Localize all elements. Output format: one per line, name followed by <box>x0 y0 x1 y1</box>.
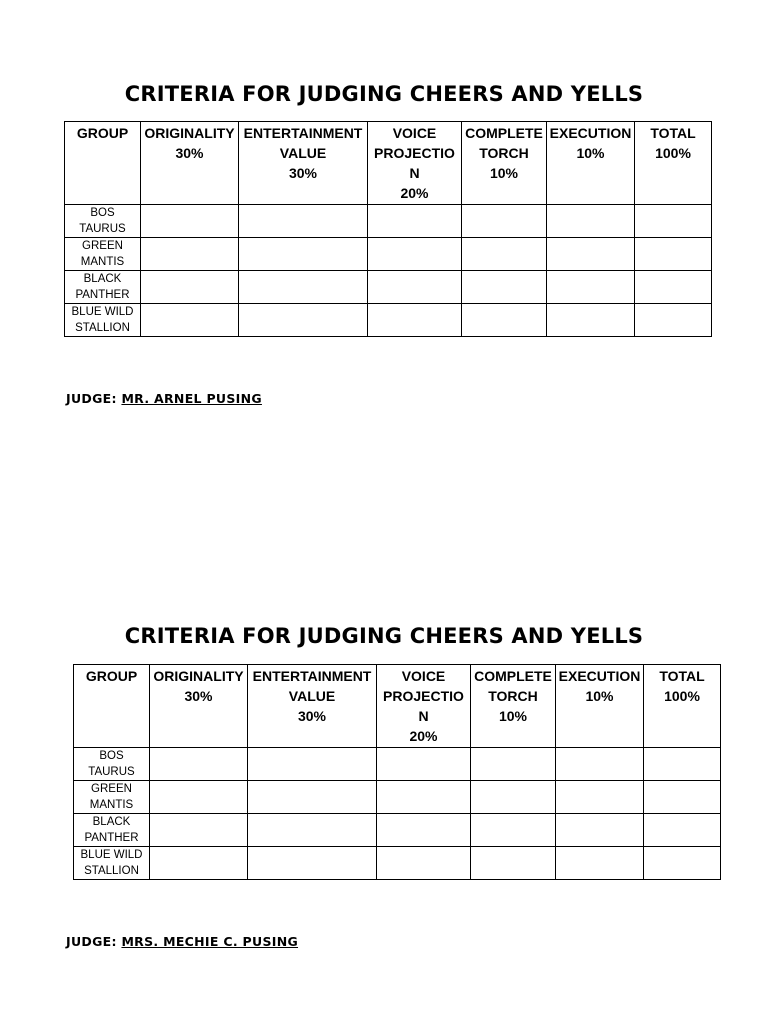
score-cell-total <box>635 205 712 238</box>
score-cell-entertainment-value <box>248 781 377 814</box>
score-cell-voice-projection <box>377 847 471 880</box>
score-cell-originality <box>141 304 239 337</box>
score-cell-entertainment-value <box>239 205 368 238</box>
score-cell-total <box>644 748 721 781</box>
score-cell-originality <box>141 238 239 271</box>
score-cell-execution <box>547 238 635 271</box>
score-cell-originality <box>150 814 248 847</box>
score-cell-entertainment-value <box>239 304 368 337</box>
score-cell-execution <box>556 781 644 814</box>
judge-name: MRS. MECHIE C. PUSING <box>121 934 299 949</box>
table-row <box>65 304 712 337</box>
score-cell-complete-torch <box>462 205 547 238</box>
judge-label: JUDGE: <box>66 934 117 949</box>
score-cell-entertainment-value <box>248 814 377 847</box>
score-cell-originality <box>141 271 239 304</box>
table-header-row <box>65 122 712 205</box>
group-name-cell: BLACK PANTHER <box>74 814 150 847</box>
score-cell-execution <box>547 304 635 337</box>
score-cell-execution <box>547 271 635 304</box>
column-header-execution: EXECUTION 10% <box>556 665 644 748</box>
table-row <box>65 271 712 304</box>
sheet-2-criteria-table <box>73 664 721 880</box>
column-header-voice-projection: VOICE PROJECTIO N 20% <box>377 665 471 748</box>
column-header-originality: ORIGINALITY 30% <box>150 665 248 748</box>
score-cell-entertainment-value <box>248 748 377 781</box>
score-cell-execution <box>556 748 644 781</box>
score-cell-complete-torch <box>462 271 547 304</box>
table-row <box>65 205 712 238</box>
table-header-row <box>74 665 721 748</box>
judge-name: MR. ARNEL PUSING <box>121 391 262 406</box>
column-header-execution: EXECUTION 10% <box>547 122 635 205</box>
column-header-group: GROUP <box>65 122 141 205</box>
column-header-entertainment-value: ENTERTAINMENT VALUE 30% <box>248 665 377 748</box>
group-name-cell: BLUE WILD STALLION <box>74 847 150 880</box>
group-name-cell: GREEN MANTIS <box>65 238 141 271</box>
score-cell-entertainment-value <box>248 847 377 880</box>
table-row <box>74 748 721 781</box>
score-cell-originality <box>150 847 248 880</box>
score-cell-execution <box>556 814 644 847</box>
score-cell-total <box>644 814 721 847</box>
score-cell-voice-projection <box>377 781 471 814</box>
score-cell-voice-projection <box>377 748 471 781</box>
group-name-cell: BLACK PANTHER <box>65 271 141 304</box>
group-name-cell: BOS TAURUS <box>65 205 141 238</box>
score-cell-total <box>644 847 721 880</box>
sheet-2-judge-line <box>66 934 298 949</box>
sheet-1-judge-line <box>66 391 262 406</box>
score-cell-complete-torch <box>471 748 556 781</box>
score-cell-voice-projection <box>368 304 462 337</box>
score-cell-voice-projection <box>368 238 462 271</box>
column-header-total: TOTAL 100% <box>635 122 712 205</box>
score-cell-execution <box>547 205 635 238</box>
score-cell-total <box>635 304 712 337</box>
group-name-cell: BOS TAURUS <box>74 748 150 781</box>
score-cell-complete-torch <box>462 304 547 337</box>
column-header-complete-torch: COMPLETE TORCH 10% <box>471 665 556 748</box>
score-cell-voice-projection <box>368 205 462 238</box>
score-cell-complete-torch <box>471 814 556 847</box>
table-row <box>74 847 721 880</box>
score-cell-complete-torch <box>462 238 547 271</box>
score-cell-originality <box>150 748 248 781</box>
score-cell-execution <box>556 847 644 880</box>
column-header-entertainment-value: ENTERTAINMENT VALUE 30% <box>239 122 368 205</box>
sheet-1-criteria-table <box>64 121 712 337</box>
table-row <box>74 781 721 814</box>
score-cell-total <box>635 271 712 304</box>
score-cell-total <box>644 781 721 814</box>
column-header-complete-torch: COMPLETE TORCH 10% <box>462 122 547 205</box>
column-header-total: TOTAL 100% <box>644 665 721 748</box>
score-cell-originality <box>150 781 248 814</box>
table-row <box>74 814 721 847</box>
score-cell-voice-projection <box>368 271 462 304</box>
group-name-cell: GREEN MANTIS <box>74 781 150 814</box>
table-row <box>65 238 712 271</box>
sheet-2-title: CRITERIA FOR JUDGING CHEERS AND YELLS <box>124 624 644 648</box>
score-cell-entertainment-value <box>239 238 368 271</box>
score-cell-complete-torch <box>471 781 556 814</box>
group-name-cell: BLUE WILD STALLION <box>65 304 141 337</box>
sheet-1-title: CRITERIA FOR JUDGING CHEERS AND YELLS <box>124 82 644 106</box>
column-header-group: GROUP <box>74 665 150 748</box>
judge-label: JUDGE: <box>66 391 117 406</box>
score-cell-entertainment-value <box>239 271 368 304</box>
column-header-voice-projection: VOICE PROJECTIO N 20% <box>368 122 462 205</box>
column-header-originality: ORIGINALITY 30% <box>141 122 239 205</box>
score-cell-complete-torch <box>471 847 556 880</box>
score-cell-voice-projection <box>377 814 471 847</box>
score-cell-originality <box>141 205 239 238</box>
score-cell-total <box>635 238 712 271</box>
